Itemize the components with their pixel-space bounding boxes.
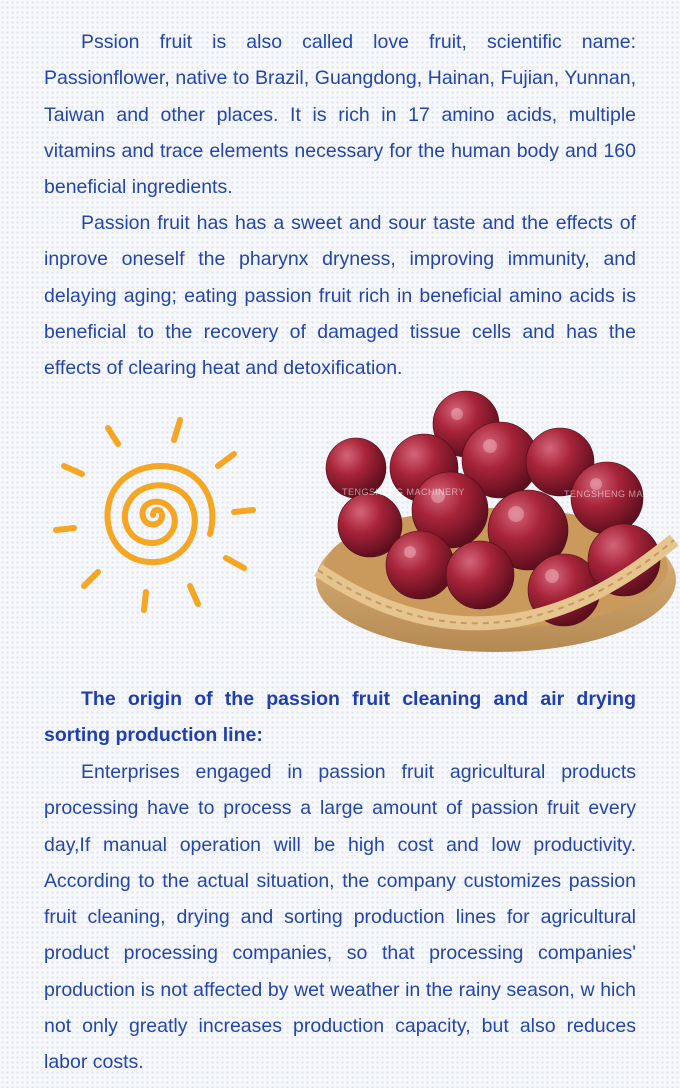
passion-fruit-basket-photo: [312, 390, 680, 670]
watermark-right: TENGSHENG MACH: [564, 489, 658, 499]
watermark-left: TENGSHENG MACHINERY: [342, 487, 465, 497]
intro-paragraph-2: Passion fruit has has a sweet and sour taste and the effects of inprove oneself the pharynx dryness, improving immunity, and delaying aging; eating passion fruit rich in beneficial amino acids is beneficial to the recovery of damaged tissue cells and has the effects of clearing heat and detoxification.: [44, 212, 636, 380]
sun-spiral-icon: [48, 410, 263, 615]
origin-paragraph: Enterprises engaged in passion fruit agricultural products processing have to process a large amount of passion fruit every day,If manual operation will be high cost and low productivity. According to the actual situation, the company customizes passion fruit cleaning, drying and sorting production lines for agricultural product processing companies, so that processing companies' production is not affected by wet weather in the rainy season, w hich not only greatly increases production capacity, but also reduces labor costs.: [44, 761, 636, 1074]
section-heading: The origin of the passion fruit cleaning and air drying sorting production line:: [44, 688, 636, 747]
intro-paragraph-1: Pssion fruit is also called love fruit, scientific name: Passionflower, native to Brazil, Guangdong, Hainan, Fujian, Yunnan, Taiwan and other places. It is rich in 17 amino acids, multiple vitamins and trace elements necessary for the human body and 160 beneficial ingredients.: [44, 31, 636, 199]
